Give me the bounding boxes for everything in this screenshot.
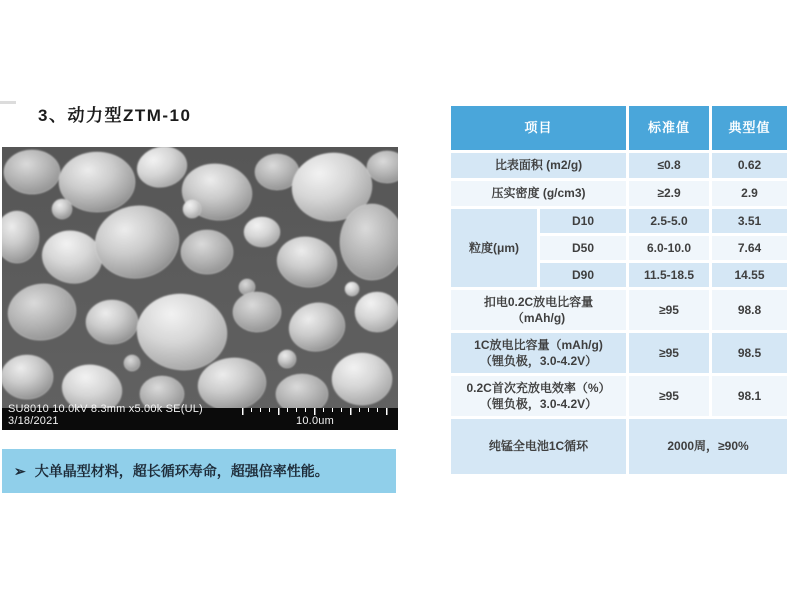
sem-caption-text: SU8010 10.0kV 8.3mm x5.00k SE(UL) 3/18/2021 bbox=[8, 403, 203, 427]
cell-typical: 7.64 bbox=[712, 236, 787, 260]
item-line1: 0.2C首次充放电效率（%） bbox=[466, 380, 611, 395]
cell-typical: 2.9 bbox=[712, 181, 787, 206]
table-row bbox=[451, 333, 787, 373]
page-title: 3、动力型ZTM-10 bbox=[38, 106, 192, 125]
banner-text: 大单晶型材料，超长循环寿命，超强倍率性能。 bbox=[34, 463, 329, 479]
cell-sub-item: D10 bbox=[540, 209, 626, 233]
slide-corner-line bbox=[0, 101, 16, 104]
cell-item: 比表面积 (m2/g) bbox=[451, 153, 626, 178]
cell-sub-item: D50 bbox=[540, 236, 626, 260]
sem-caption-bar bbox=[2, 403, 398, 430]
table-row bbox=[451, 376, 787, 416]
item-line1: 1C放电比容量（mAh/g) bbox=[474, 337, 603, 352]
sem-image bbox=[2, 147, 398, 430]
cell-standard: ≥95 bbox=[629, 376, 709, 416]
spec-table bbox=[448, 103, 790, 477]
cell-group-particle-size: 粒度(μm) bbox=[451, 209, 537, 287]
sem-scale bbox=[242, 408, 388, 427]
table-row bbox=[451, 209, 787, 233]
cell-item bbox=[451, 333, 626, 373]
scale-label: 10.0um bbox=[296, 415, 334, 427]
table-row bbox=[451, 419, 787, 474]
cell-standard: 2.5-5.0 bbox=[629, 209, 709, 233]
cell-typical: 98.5 bbox=[712, 333, 787, 373]
header-standard: 标准值 bbox=[629, 106, 709, 150]
cell-item: 压实密度 (g/cm3) bbox=[451, 181, 626, 206]
cell-standard: ≥95 bbox=[629, 290, 709, 330]
header-typical: 典型值 bbox=[712, 106, 787, 150]
item-line2: （锂负极，3.0-4.2V） bbox=[479, 354, 598, 368]
cell-item bbox=[451, 290, 626, 330]
cell-typical: 98.8 bbox=[712, 290, 787, 330]
sem-micrograph-svg bbox=[2, 147, 398, 408]
table-header-row bbox=[451, 106, 787, 150]
cell-standard: 11.5-18.5 bbox=[629, 263, 709, 287]
cell-sub-item: D90 bbox=[540, 263, 626, 287]
cell-item: 纯锰全电池1C循环 bbox=[451, 419, 626, 474]
cell-typical: 3.51 bbox=[712, 209, 787, 233]
item-line1: 扣电0.2C放电比容量 bbox=[483, 294, 594, 309]
item-line2: （mAh/g) bbox=[511, 311, 566, 325]
cell-item bbox=[451, 376, 626, 416]
table-row bbox=[451, 153, 787, 178]
scale-ruler-icon bbox=[242, 408, 388, 415]
feature-banner bbox=[2, 449, 396, 493]
cell-standard: ≥95 bbox=[629, 333, 709, 373]
table-row bbox=[451, 290, 787, 330]
cell-standard: ≤0.8 bbox=[629, 153, 709, 178]
cell-standard: 6.0-10.0 bbox=[629, 236, 709, 260]
table-row bbox=[451, 181, 787, 206]
cell-typical: 0.62 bbox=[712, 153, 787, 178]
item-line2: （锂负极，3.0-4.2V） bbox=[479, 397, 598, 411]
header-item: 项目 bbox=[451, 106, 626, 150]
cell-standard: ≥2.9 bbox=[629, 181, 709, 206]
cell-merged-value: 2000周，≥90% bbox=[629, 419, 787, 474]
arrow-bullet-icon: ➢ bbox=[14, 462, 26, 479]
cell-typical: 98.1 bbox=[712, 376, 787, 416]
cell-typical: 14.55 bbox=[712, 263, 787, 287]
